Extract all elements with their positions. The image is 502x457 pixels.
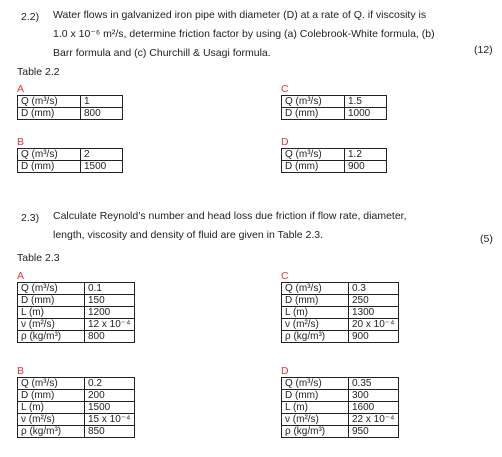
row-value: 300 <box>349 390 399 402</box>
row-value: 1.5 <box>345 96 387 108</box>
question-2-3-line-2: length, viscosity and density of fluid are given in Table 2.3. <box>53 229 324 241</box>
table-row <box>18 307 135 319</box>
row-label: Q (m³/s) <box>18 96 81 108</box>
row-value: 22 x 10⁻⁴ <box>349 414 399 426</box>
table-2-2-a <box>17 83 123 120</box>
data-table <box>17 377 135 438</box>
row-value: 1 <box>81 96 123 108</box>
row-label: Q (m³/s) <box>18 283 85 295</box>
table-row <box>18 161 123 173</box>
question-number-2-3: 2.3) <box>21 212 40 224</box>
row-label: ρ (kg/m³) <box>282 426 349 438</box>
row-label: D (mm) <box>282 390 349 402</box>
table-letter: B <box>17 365 25 377</box>
table-row <box>282 426 399 438</box>
table-row <box>282 319 399 331</box>
row-label: ρ (kg/m³) <box>18 331 85 343</box>
question-2-3-marks: (5) <box>480 233 493 245</box>
row-label: L (m) <box>282 402 349 414</box>
row-value: 850 <box>85 426 135 438</box>
row-value: 20 x 10⁻⁴ <box>349 319 399 331</box>
data-table <box>17 148 123 173</box>
row-value: 0.1 <box>85 283 135 295</box>
data-table <box>281 95 387 120</box>
row-label: ν (m²/s) <box>18 319 85 331</box>
row-label: D (mm) <box>18 161 81 173</box>
table-row <box>18 331 135 343</box>
table-letter: C <box>281 270 289 282</box>
row-value: 15 x 10⁻⁴ <box>85 414 135 426</box>
row-value: 950 <box>349 426 399 438</box>
table-row <box>18 149 123 161</box>
table-2-3-c <box>281 270 399 343</box>
table-row <box>282 331 399 343</box>
row-value: 2 <box>81 149 123 161</box>
table-row <box>282 414 399 426</box>
row-label: ν (m²/s) <box>282 319 349 331</box>
row-value: 0.35 <box>349 378 399 390</box>
question-number-2-2: 2.2) <box>21 11 40 23</box>
data-table <box>281 148 387 173</box>
row-value: 0.3 <box>349 283 399 295</box>
table-row <box>282 149 387 161</box>
row-value: 1300 <box>349 307 399 319</box>
table-row <box>282 96 387 108</box>
row-value: 250 <box>349 295 399 307</box>
row-label: D (mm) <box>282 161 345 173</box>
table-2-2-b <box>17 136 123 173</box>
question-2-3-text <box>53 207 483 245</box>
table-2-2-c <box>281 83 387 120</box>
table-row <box>18 402 135 414</box>
table-row <box>282 295 399 307</box>
table-letter: D <box>281 136 289 148</box>
question-2-2-line-1: Water flows in galvanized iron pipe with diameter (D) at a rate of Q. if viscosity is <box>53 9 427 21</box>
table-row <box>18 96 123 108</box>
row-label: ν (m²/s) <box>282 414 349 426</box>
table-2-2-d <box>281 136 387 173</box>
table-row <box>18 319 135 331</box>
table-2-3-a <box>17 270 135 343</box>
table-row <box>282 402 399 414</box>
row-label: D (mm) <box>282 295 349 307</box>
row-label: Q (m³/s) <box>18 378 85 390</box>
table-2-3-b <box>17 365 135 438</box>
table-row <box>18 283 135 295</box>
row-label: Q (m³/s) <box>282 96 345 108</box>
row-label: L (m) <box>18 307 85 319</box>
row-value: 0.2 <box>85 378 135 390</box>
row-label: ρ (kg/m³) <box>282 331 349 343</box>
row-label: D (mm) <box>282 108 345 120</box>
data-table <box>17 95 123 120</box>
table-letter: C <box>281 83 289 95</box>
row-label: Q (m³/s) <box>282 149 345 161</box>
row-value: 1200 <box>85 307 135 319</box>
row-value: 12 x 10⁻⁴ <box>85 319 135 331</box>
table-row <box>18 390 135 402</box>
row-label: Q (m³/s) <box>282 378 349 390</box>
row-value: 1500 <box>85 402 135 414</box>
data-table <box>281 282 399 343</box>
question-2-2-text <box>53 6 483 63</box>
row-label: Q (m³/s) <box>18 149 81 161</box>
row-label: Q (m³/s) <box>282 283 349 295</box>
table-row <box>282 378 399 390</box>
row-label: ρ (kg/m³) <box>18 426 85 438</box>
question-2-3-line-1: Calculate Reynold’s number and head loss due friction if flow rate, diameter, <box>53 210 407 222</box>
row-label: D (mm) <box>18 390 85 402</box>
table-2-2-caption: Table 2.2 <box>17 66 60 78</box>
question-2-2-marks: (12) <box>474 44 493 56</box>
row-value: 1500 <box>81 161 123 173</box>
row-label: ν (m²/s) <box>18 414 85 426</box>
row-label: L (m) <box>282 307 349 319</box>
table-letter: A <box>17 83 25 95</box>
table-2-3-d <box>281 365 399 438</box>
table-row <box>18 108 123 120</box>
row-value: 900 <box>345 161 387 173</box>
table-row <box>282 390 399 402</box>
table-letter: A <box>17 270 25 282</box>
row-value: 1000 <box>345 108 387 120</box>
table-row <box>282 161 387 173</box>
row-label: D (mm) <box>18 108 81 120</box>
table-row <box>282 283 399 295</box>
table-row <box>18 378 135 390</box>
row-value: 900 <box>349 331 399 343</box>
row-value: 1.2 <box>345 149 387 161</box>
table-letter: B <box>17 136 25 148</box>
question-2-2-line-3: Barr formula and (c) Churchill & Usagi formula. <box>53 47 271 59</box>
table-row <box>18 426 135 438</box>
table-row <box>18 414 135 426</box>
row-value: 800 <box>85 331 135 343</box>
row-value: 200 <box>85 390 135 402</box>
table-2-3-caption: Table 2.3 <box>17 252 60 264</box>
row-label: D (mm) <box>18 295 85 307</box>
data-table <box>17 282 135 343</box>
table-letter: D <box>281 365 289 377</box>
table-row <box>282 307 399 319</box>
row-value: 800 <box>81 108 123 120</box>
row-value: 150 <box>85 295 135 307</box>
row-value: 1600 <box>349 402 399 414</box>
data-table <box>281 377 399 438</box>
table-row <box>282 108 387 120</box>
question-2-2-line-2: 1.0 x 10⁻⁶ m²/s, determine friction factor by using (a) Colebrook-White formula, (b) <box>53 28 435 40</box>
table-row <box>18 295 135 307</box>
row-label: L (m) <box>18 402 85 414</box>
